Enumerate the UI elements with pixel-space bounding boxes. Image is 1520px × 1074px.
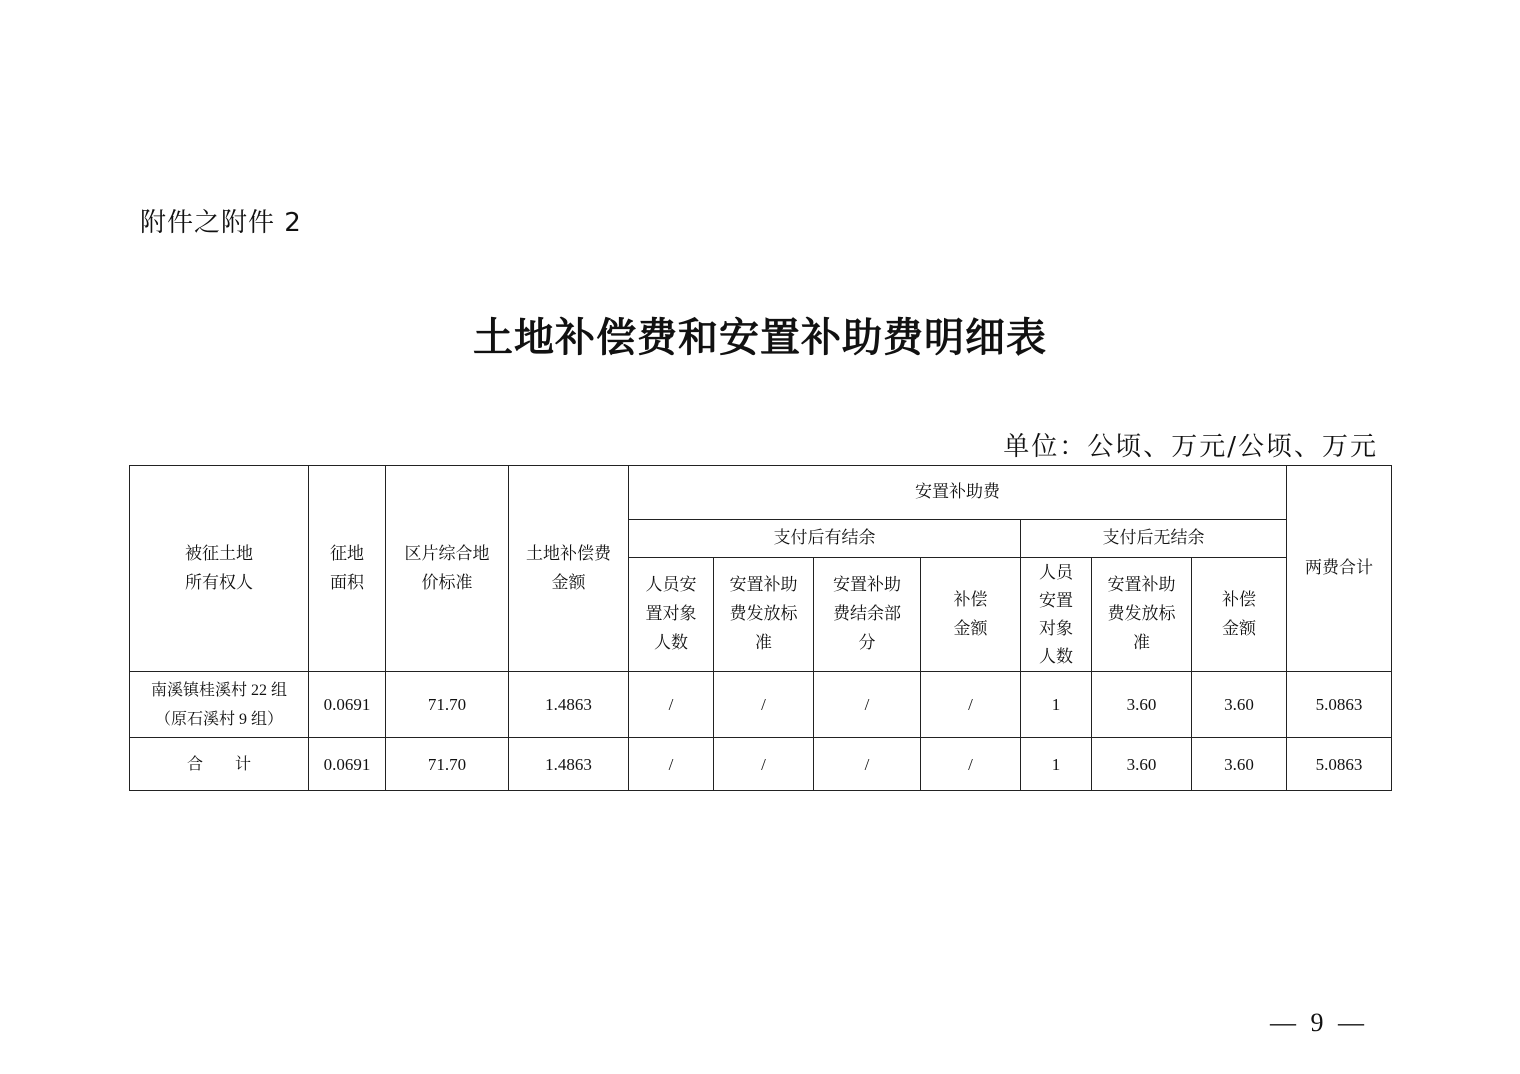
- cell-wos-standard: 3.60: [1092, 672, 1192, 738]
- header-area: 征地 面积: [309, 466, 386, 672]
- cell-ws-people: /: [629, 672, 714, 738]
- cell-ws-standard: /: [714, 672, 814, 738]
- cell-ws-surplus: /: [814, 738, 921, 791]
- header-land-compensation: 土地补偿费 金额: [509, 466, 629, 672]
- annex-label: 附件之附件 2: [140, 208, 302, 238]
- header-without-surplus: 支付后无结余: [1021, 520, 1287, 558]
- cell-ws-standard: /: [714, 738, 814, 791]
- table-row-total: [130, 738, 1392, 791]
- cell-ws-people: /: [629, 738, 714, 791]
- cell-price: 71.70: [386, 672, 509, 738]
- table-row: [130, 672, 1392, 738]
- header-ws-standard: 安置补助 费发放标 准: [714, 558, 814, 672]
- cell-wos-people: 1: [1021, 738, 1092, 791]
- cell-ws-amount: /: [921, 738, 1021, 791]
- cell-wos-standard: 3.60: [1092, 738, 1192, 791]
- page-number: — 9 —: [1270, 1008, 1368, 1037]
- unit-note: 单位：公顷、万元/公顷、万元: [1003, 432, 1378, 462]
- header-owner: 被征土地 所有权人: [130, 466, 309, 672]
- header-row-1: [130, 466, 1392, 520]
- cell-area: 0.0691: [309, 672, 386, 738]
- cell-wos-amount: 3.60: [1192, 738, 1287, 791]
- cell-ws-amount: /: [921, 672, 1021, 738]
- header-ws-amount: 补偿 金额: [921, 558, 1021, 672]
- cell-area: 0.0691: [309, 738, 386, 791]
- header-wos-people: 人员 安置 对象 人数: [1021, 558, 1092, 672]
- header-ws-people: 人员安 置对象 人数: [629, 558, 714, 672]
- cell-ws-surplus: /: [814, 672, 921, 738]
- header-total: 两费合计: [1287, 466, 1392, 672]
- header-price-standard: 区片综合地 价标准: [386, 466, 509, 672]
- cell-owner-total: 合 计: [130, 738, 309, 791]
- cell-price: 71.70: [386, 738, 509, 791]
- header-wos-standard: 安置补助 费发放标 准: [1092, 558, 1192, 672]
- header-wos-amount: 补偿 金额: [1192, 558, 1287, 672]
- cell-land-comp: 1.4863: [509, 738, 629, 791]
- header-with-surplus: 支付后有结余: [629, 520, 1021, 558]
- cell-land-comp: 1.4863: [509, 672, 629, 738]
- compensation-table: [129, 465, 1392, 791]
- cell-wos-people: 1: [1021, 672, 1092, 738]
- header-resettlement: 安置补助费: [629, 466, 1287, 520]
- document-title: 土地补偿费和安置补助费明细表: [473, 314, 1047, 361]
- cell-owner: 南溪镇桂溪村 22 组 （原石溪村 9 组）: [130, 672, 309, 738]
- cell-wos-amount: 3.60: [1192, 672, 1287, 738]
- cell-total: 5.0863: [1287, 738, 1392, 791]
- header-ws-surplus: 安置补助 费结余部 分: [814, 558, 921, 672]
- cell-total: 5.0863: [1287, 672, 1392, 738]
